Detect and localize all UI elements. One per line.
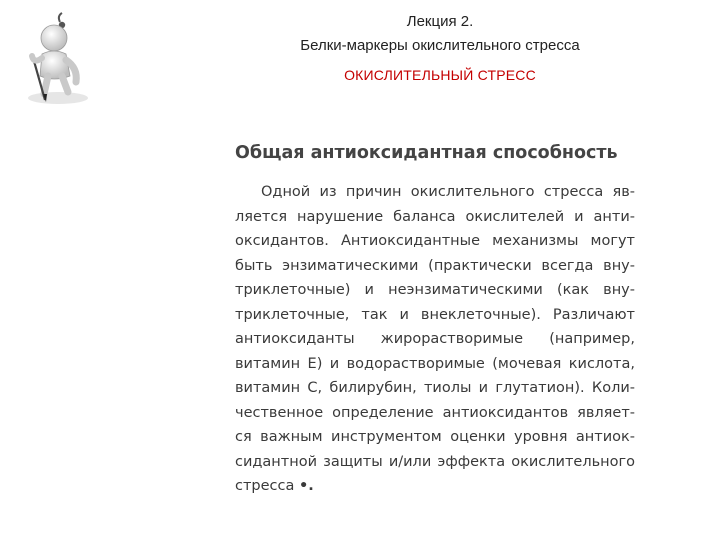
paragraph-line: антиоксиданты жирорастворимые (например,	[235, 331, 635, 347]
thinking-figure-icon	[18, 10, 90, 108]
paragraph-line: быть энзиматическими (практически всегда вну-	[235, 257, 635, 274]
paragraph-line: сидантной защиты и/или эффекта окислительного	[235, 453, 635, 470]
paragraph-last-line	[235, 474, 635, 499]
paragraph-line: чественное определение антиоксидантов являет-	[235, 404, 635, 421]
paragraph-line: витамин С, билирубин, тиолы и глутатион). Коли-	[235, 380, 635, 396]
paragraph-line: ся важным инструментом оценки уровня антиок-	[235, 429, 635, 445]
lecture-subject: Белки-маркеры окислительного стресса	[300, 37, 580, 54]
paragraph-line: триклеточные) и неэнзиматическими (как вну-	[235, 282, 635, 298]
paragraph-line: оксидантов. Антиоксидантные механизмы могут	[235, 233, 635, 249]
paragraph-line: ляется нарушение баланса окислителей и анти-	[235, 208, 635, 225]
paragraph	[235, 180, 635, 499]
topic-title: ОКИСЛИТЕЛЬНЫЙ СТРЕСС	[344, 67, 536, 83]
footnote-mark: •.	[298, 478, 314, 494]
section-heading: Общая антиоксидантная способность	[235, 143, 618, 163]
last-line-text: стресса	[235, 478, 295, 494]
paragraph-line: триклеточные, так и внеклеточные). Различают	[235, 306, 635, 323]
paragraph-line: витамин Е) и водорастворимые (мочевая кислота,	[235, 355, 635, 372]
lecture-number: Лекция 2.	[406, 13, 474, 30]
paragraph-line: Одной из причин окислительного стресса яв-	[261, 184, 635, 200]
